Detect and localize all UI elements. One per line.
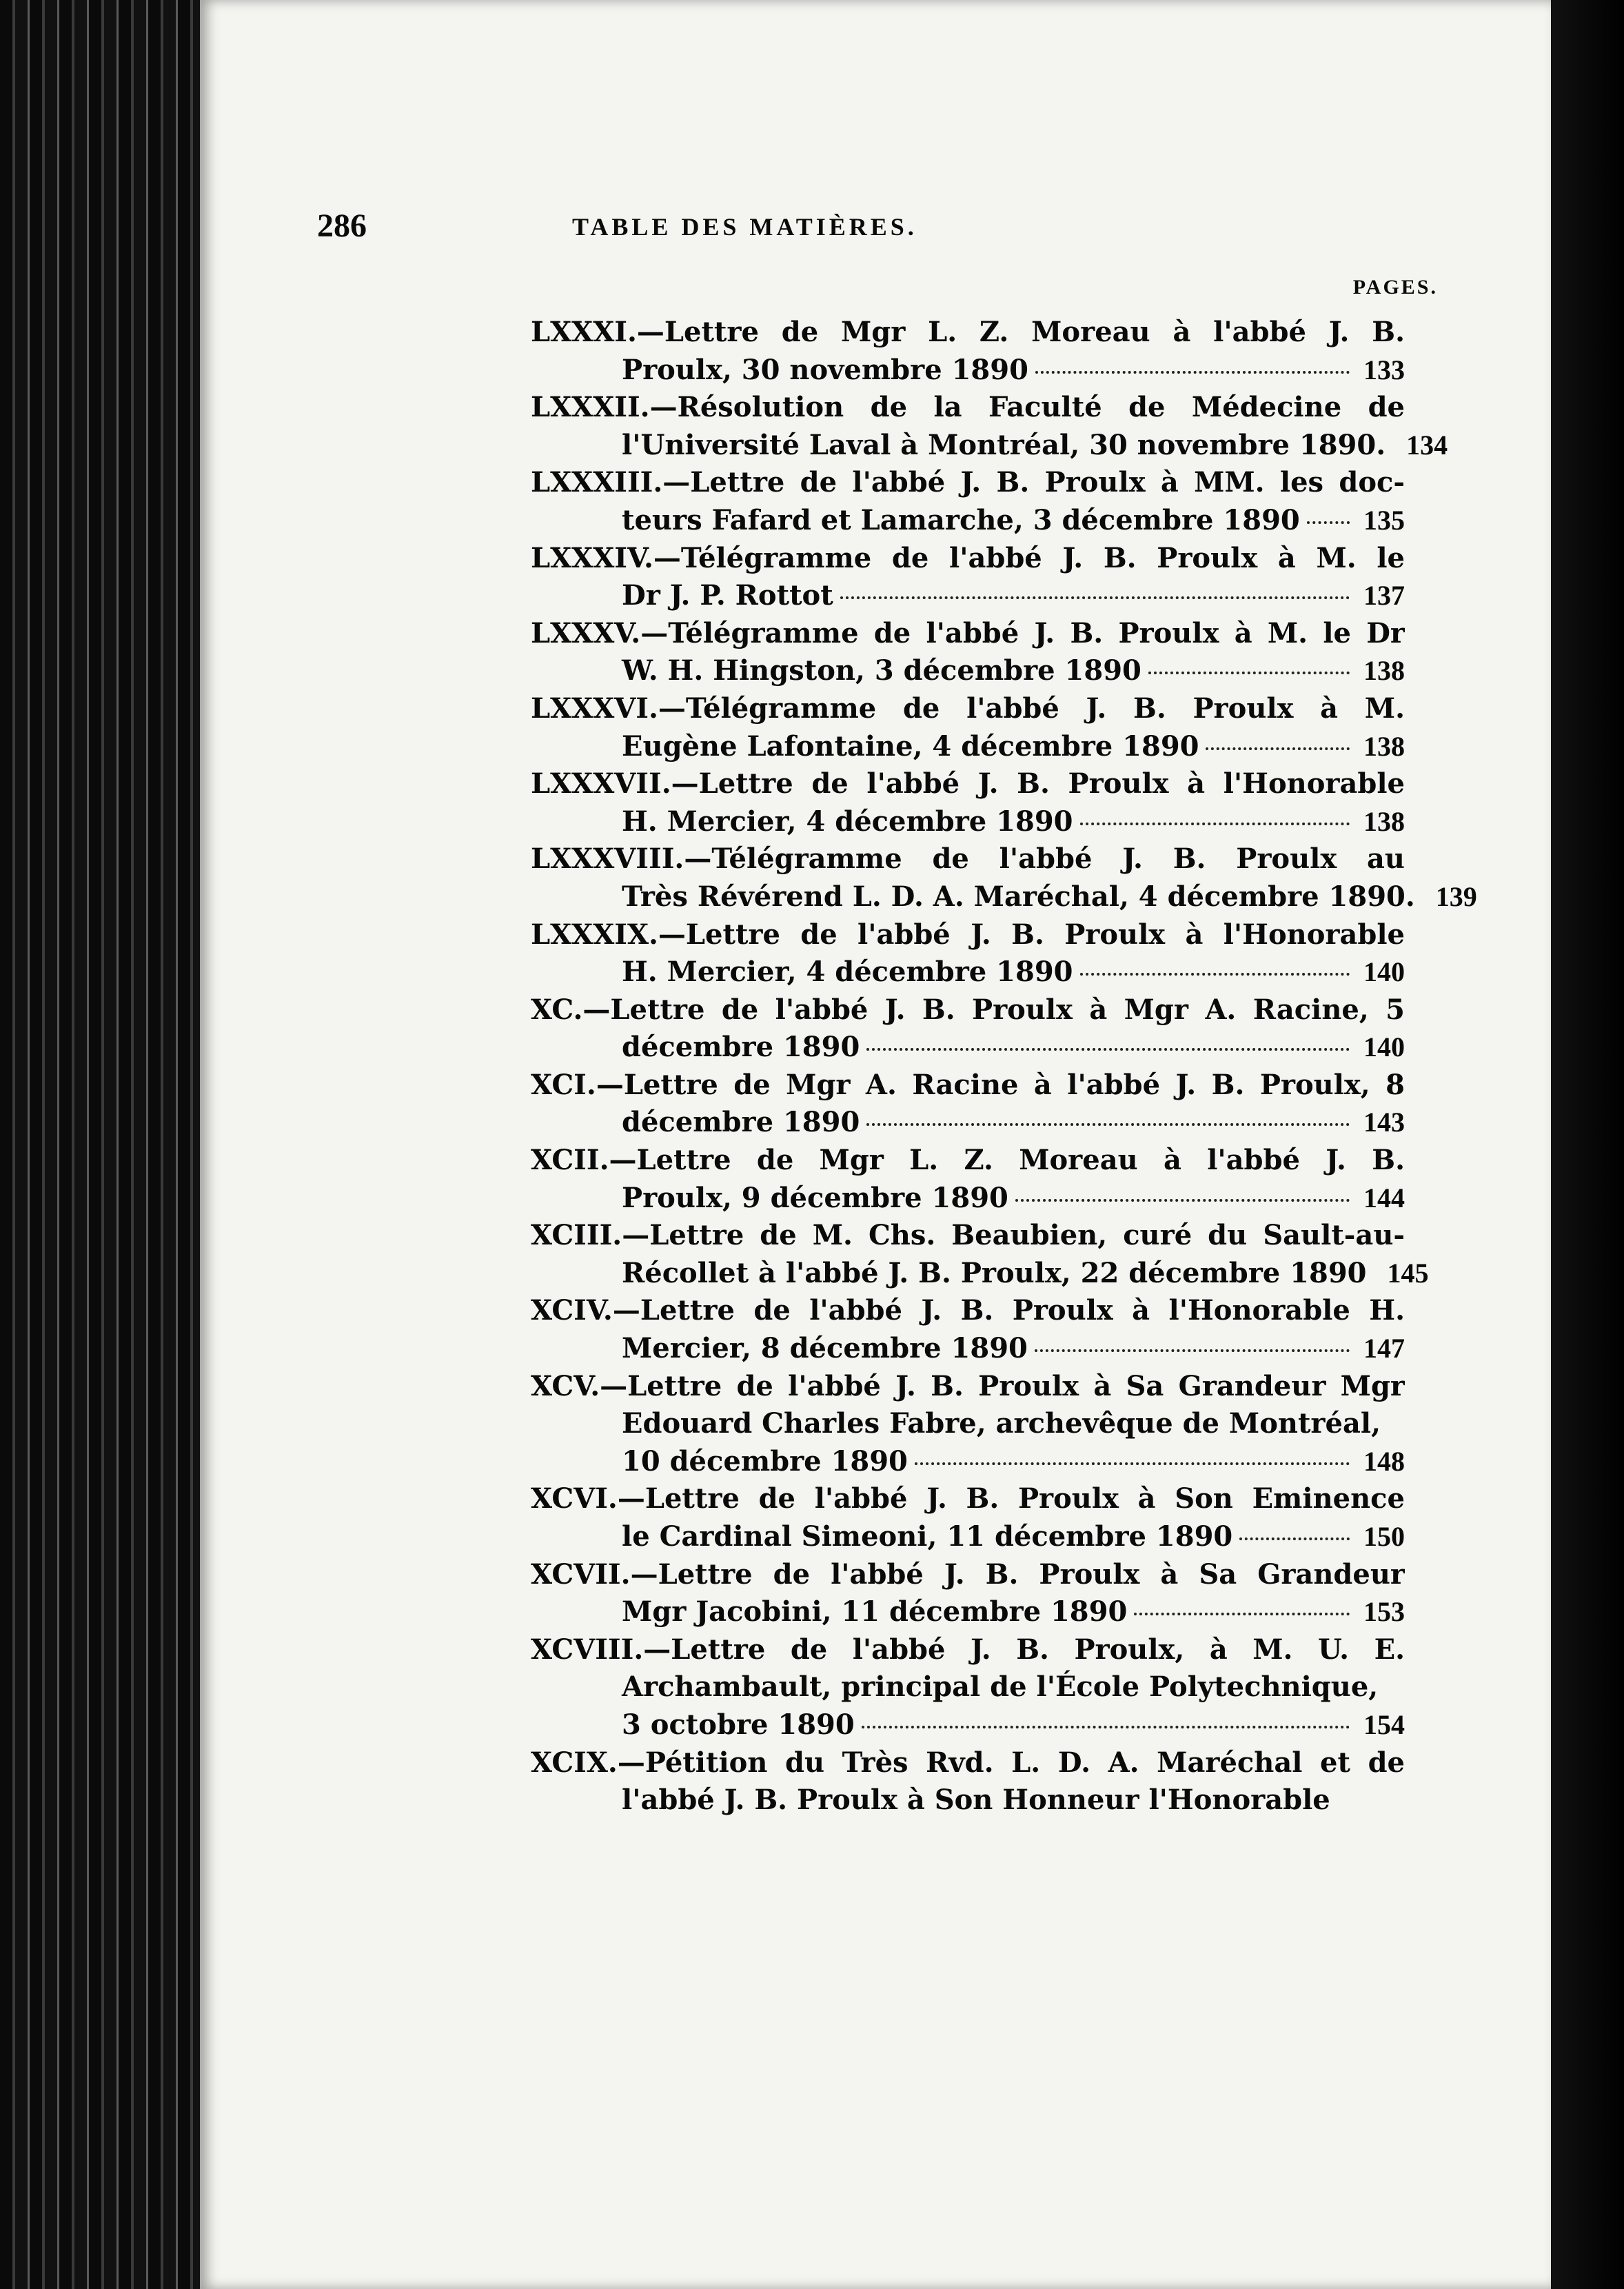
toc-entry-first-line	[531, 1292, 1405, 1330]
entry-numeral: LXXXII.	[531, 391, 650, 424]
entry-page-number: 148	[1363, 1445, 1405, 1477]
entry-title-end: Mercier, 8 décembre 1890	[622, 1332, 1028, 1365]
entry-last-line	[531, 1180, 1405, 1218]
entry-title-text: —Télégramme de l'abbé J. B. Proulx à M.	[658, 692, 1405, 725]
entry-title-end: l'Université Laval à Montréal, 30 novembre 1890.	[622, 428, 1386, 461]
toc-entry-first-line	[531, 1217, 1405, 1255]
entry-numeral: LXXXIV.	[531, 541, 653, 574]
entry-title-text: —Résolution de la Faculté de Médecine de	[649, 391, 1405, 424]
entry-last-line	[531, 1518, 1405, 1556]
entry-page-number: 140	[1363, 1031, 1405, 1063]
entry-title-end: 3 octobre 1890	[622, 1708, 855, 1741]
entry-numeral: XCII.	[531, 1144, 609, 1177]
entry-numeral: XCIII.	[531, 1219, 622, 1252]
dot-leader	[1307, 521, 1350, 524]
entry-page-number: 134	[1406, 429, 1448, 461]
entry-page-number: 135	[1363, 504, 1405, 536]
entry-numeral: LXXXI.	[531, 316, 637, 348]
toc-entry	[531, 1480, 1405, 1555]
dot-leader	[1080, 973, 1350, 976]
entry-numeral: XCI.	[531, 1068, 596, 1101]
entry-numeral: XCVII.	[531, 1557, 631, 1591]
entry-page-number: 147	[1363, 1333, 1405, 1364]
entry-page-number: 133	[1363, 354, 1405, 385]
dot-leader	[840, 596, 1350, 599]
entry-numeral: LXXXIX.	[531, 918, 658, 951]
toc-entry	[531, 615, 1405, 690]
entry-last-line	[531, 577, 1405, 615]
page-number: 286	[317, 208, 367, 244]
toc-entry	[531, 991, 1405, 1067]
toc-entry	[531, 314, 1405, 389]
entry-title-end: Eugène Lafontaine, 4 décembre 1890	[622, 729, 1199, 763]
dot-leader	[1080, 823, 1350, 825]
entry-numeral: LXXXIII.	[531, 466, 663, 499]
dot-leader	[915, 1462, 1350, 1465]
entry-title-text: —Pétition du Très Rvd. L. D. A. Maréchal et de	[617, 1746, 1405, 1779]
toc-entry-first-line	[531, 540, 1405, 578]
dot-leader	[866, 1048, 1350, 1051]
entry-title-text: —Télégramme de l'abbé J. B. Proulx à M. le Dr	[640, 616, 1405, 649]
toc-entry-first-line	[531, 615, 1405, 653]
entry-title-end: le Cardinal Simeoni, 11 décembre 1890	[622, 1520, 1233, 1553]
entry-last-line	[531, 1782, 1405, 1819]
entry-title-end: H. Mercier, 4 décembre 1890	[622, 805, 1073, 838]
entry-page-number: 145	[1387, 1257, 1429, 1289]
table-of-contents	[531, 314, 1477, 1819]
entry-title-end: teurs Fafard et Lamarche, 3 décembre 1890	[622, 503, 1300, 536]
toc-entry	[531, 464, 1405, 539]
entry-numeral: XCIX.	[531, 1746, 618, 1779]
entry-title-end: W. H. Hingston, 3 décembre 1890	[622, 654, 1141, 687]
toc-entry-first-line	[531, 1556, 1405, 1594]
entry-last-line	[531, 1593, 1405, 1631]
entry-last-line	[531, 728, 1405, 766]
entry-title-text: —Lettre de l'abbé J. B. Proulx à MM. les doc-	[662, 466, 1405, 499]
entry-page-number: 139	[1435, 880, 1477, 912]
dot-leader	[1035, 1349, 1350, 1352]
entry-numeral: XCV.	[531, 1369, 600, 1402]
entry-page-number: 138	[1363, 730, 1405, 762]
entry-last-line	[531, 1443, 1405, 1481]
entry-numeral: LXXXVII.	[531, 767, 671, 800]
entry-title-text: —Lettre de l'abbé J. B. Proulx à Mgr A. Racine, 5	[582, 993, 1405, 1026]
entry-page-number: 143	[1363, 1107, 1405, 1138]
dot-leader	[862, 1726, 1350, 1728]
entry-last-line	[531, 1029, 1405, 1067]
toc-entry	[531, 1292, 1405, 1367]
entry-title-text: —Télégramme de l'abbé J. B. Proulx à M. le	[653, 541, 1405, 574]
toc-entry	[531, 916, 1405, 991]
dot-leader	[866, 1123, 1350, 1126]
book-fore-edge	[0, 0, 200, 2289]
entry-page-number: 153	[1363, 1596, 1405, 1628]
toc-entry-first-line	[531, 1480, 1405, 1518]
toc-entry-first-line	[531, 1142, 1405, 1180]
entry-last-line	[531, 1706, 1405, 1744]
toc-entry	[531, 1631, 1405, 1744]
entry-last-line	[531, 502, 1405, 540]
entry-numeral: LXXXVI.	[531, 692, 658, 725]
entry-title-end: Proulx, 9 décembre 1890	[622, 1181, 1008, 1214]
entry-last-line	[531, 1330, 1405, 1368]
toc-entry-first-line	[531, 690, 1405, 728]
entry-page-number: 138	[1363, 655, 1405, 687]
toc-entry	[531, 540, 1405, 615]
dot-leader	[1206, 747, 1350, 750]
entry-title-end: 10 décembre 1890	[622, 1444, 908, 1478]
entry-page-number: 154	[1363, 1708, 1405, 1740]
entry-title-text: —Lettre de l'abbé J. B. Proulx à l'Honorable	[658, 918, 1405, 951]
running-title: TABLE DES MATIÈRES.	[572, 213, 917, 241]
dot-leader	[1134, 1613, 1350, 1615]
entry-title-end: décembre 1890	[622, 1106, 860, 1139]
entry-title-end: l'abbé J. B. Proulx à Son Honneur l'Honorable	[622, 1784, 1330, 1817]
toc-entry	[531, 1368, 1405, 1481]
entry-last-line	[531, 1104, 1405, 1142]
entry-title-end: Mgr Jacobini, 11 décembre 1890	[622, 1595, 1128, 1628]
dot-leader	[1035, 371, 1350, 374]
toc-entry-first-line	[531, 314, 1405, 352]
running-head	[317, 207, 1427, 248]
toc-entry-first-line	[531, 840, 1405, 878]
entry-last-line	[531, 352, 1405, 390]
dot-leader	[1239, 1537, 1350, 1540]
entry-numeral: XCVI.	[531, 1482, 618, 1515]
entry-last-line	[531, 652, 1405, 690]
toc-entry-first-line	[531, 1631, 1405, 1669]
entry-continuation-line: Archambault, principal de l'École Polytechnique,	[622, 1671, 1379, 1704]
entry-page-number: 137	[1363, 580, 1405, 612]
entry-last-line	[531, 1255, 1429, 1293]
entry-numeral: XCVIII.	[531, 1633, 644, 1666]
entry-page-number: 138	[1363, 805, 1405, 837]
entry-title-end: H. Mercier, 4 décembre 1890	[622, 956, 1073, 989]
entry-title-text: —Lettre de Mgr L. Z. Moreau à l'abbé J. B.	[636, 316, 1405, 348]
toc-entry	[531, 1142, 1405, 1217]
entry-title-text: —Lettre de M. Chs. Beaubien, curé du Sault-au-	[622, 1219, 1405, 1252]
entry-title-end: Proulx, 30 novembre 1890	[622, 353, 1028, 386]
entry-title-end: Récollet à l'abbé J. B. Proulx, 22 décembre 1890	[622, 1256, 1367, 1289]
toc-entry-first-line	[531, 991, 1405, 1029]
toc-entry	[531, 389, 1448, 464]
entry-last-line	[531, 427, 1448, 465]
entry-numeral: XCIV.	[531, 1294, 613, 1327]
toc-entry-first-line	[531, 389, 1405, 427]
toc-entry-first-line	[531, 1368, 1405, 1406]
entry-numeral: LXXXVIII.	[531, 843, 684, 876]
entry-title-text: —Lettre de l'abbé J. B. Proulx à l'Honorable H.	[612, 1294, 1405, 1327]
toc-entry-first-line	[531, 916, 1405, 954]
entry-title-text: —Lettre de l'abbé J. B. Proulx, à M. U. E.	[643, 1633, 1405, 1666]
entry-page-number: 144	[1363, 1182, 1405, 1213]
entry-title-text: —Lettre de l'abbé J. B. Proulx à Sa Grandeur Mgr	[600, 1369, 1405, 1402]
entry-title-text: —Lettre de l'abbé J. B. Proulx à Son Eminence	[617, 1482, 1405, 1515]
entry-title-text: —Lettre de Mgr A. Racine à l'abbé J. B. Proulx, 8	[596, 1068, 1405, 1101]
entry-title-end: décembre 1890	[622, 1031, 860, 1064]
toc-entry-first-line	[531, 464, 1405, 502]
toc-entry	[531, 690, 1405, 765]
entry-numeral: LXXXV.	[531, 616, 641, 649]
entry-title-end: Dr J. P. Rottot	[622, 579, 833, 612]
toc-entry	[531, 1744, 1405, 1819]
entry-title-text: —Lettre de Mgr L. Z. Moreau à l'abbé J. B.	[609, 1144, 1405, 1177]
entry-last-line	[531, 878, 1477, 916]
toc-entry-first-line	[531, 1744, 1405, 1782]
entry-last-line	[531, 803, 1405, 841]
toc-entry	[531, 765, 1405, 840]
entry-continuation-line: Edouard Charles Fabre, archevêque de Montréal,	[622, 1407, 1381, 1440]
entry-title-text: —Lettre de l'abbé J. B. Proulx à l'Honorable	[671, 767, 1405, 800]
toc-entry-first-line	[531, 765, 1405, 803]
entry-page-number: 140	[1363, 956, 1405, 988]
toc-entry	[531, 840, 1477, 916]
entry-title-text: —Télégramme de l'abbé J. B. Proulx au	[684, 843, 1405, 876]
toc-entry	[531, 1556, 1405, 1631]
entry-page-number: 150	[1363, 1521, 1405, 1552]
entry-numeral: XC.	[531, 993, 583, 1026]
entry-title-text: —Lettre de l'abbé J. B. Proulx à Sa Grandeur	[630, 1557, 1405, 1591]
dot-leader	[1148, 672, 1350, 674]
entry-title-end: Très Révérend L. D. A. Maréchal, 4 décembre 1890.	[622, 880, 1415, 913]
toc-entry	[531, 1217, 1429, 1292]
entry-last-line	[531, 954, 1405, 991]
dot-leader	[1015, 1199, 1350, 1202]
toc-entry-first-line	[531, 1067, 1405, 1105]
pages-column-label: PAGES.	[1352, 276, 1438, 299]
toc-entry	[531, 1067, 1405, 1142]
scan-border	[1551, 0, 1624, 2289]
